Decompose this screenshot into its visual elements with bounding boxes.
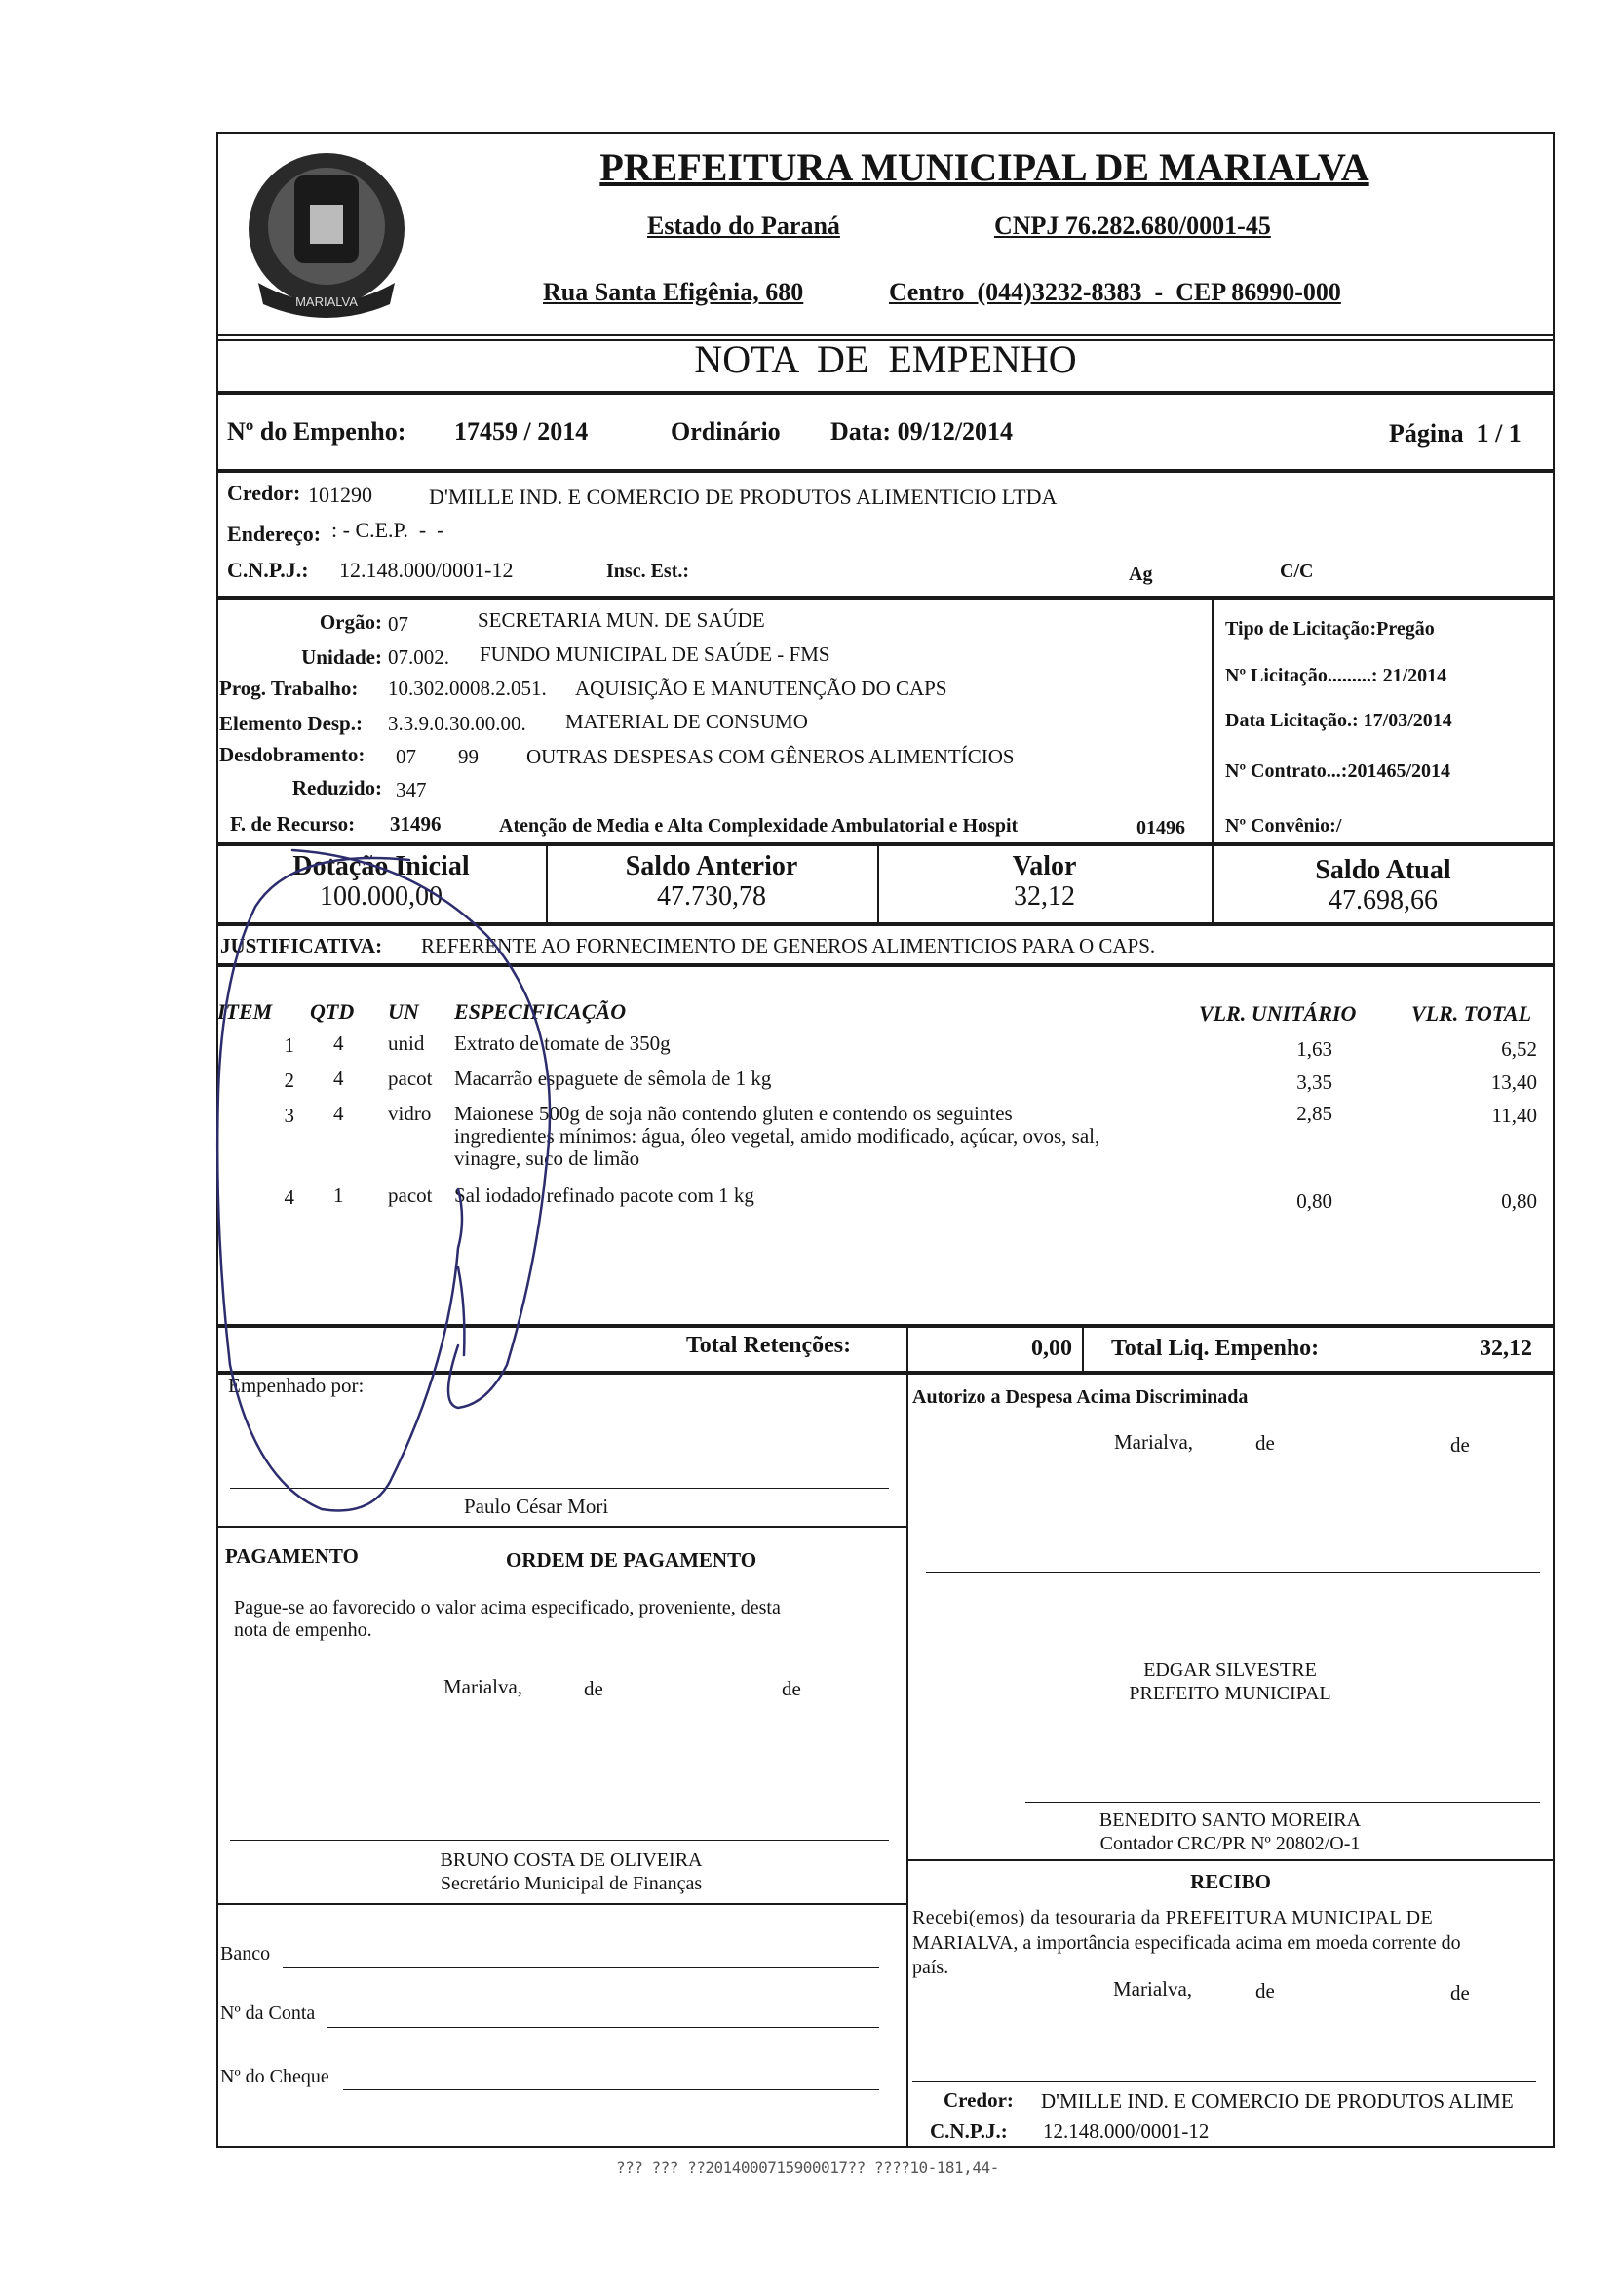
recurso-label: F. de Recurso:	[230, 812, 356, 836]
data-licitacao: Data Licitação.: 17/03/2014	[1225, 710, 1452, 731]
recibo-de-1: de	[1255, 1979, 1275, 2003]
endereco-value: : - C.E.P. - -	[331, 518, 444, 542]
numero-licitacao: Nº Licitação.........: 21/2014	[1225, 665, 1447, 686]
total-liquido-label: Total Liq. Empenho:	[1111, 1336, 1320, 1361]
recibo-de-2: de	[1450, 1981, 1470, 2004]
elemento-code: 3.3.9.0.30.00.00.	[388, 712, 526, 735]
prog-code: 10.302.0008.2.051.	[388, 677, 547, 700]
item-un: unid	[388, 1031, 425, 1055]
district-phone-cep: Centro (044)3232-8383 - CEP 86990-000	[889, 278, 1341, 306]
item-qtd: 1	[333, 1184, 344, 1207]
prog-label: Prog. Trabalho:	[219, 677, 359, 700]
banco-label: Banco	[220, 1943, 271, 1965]
empenhado-por-name: Paulo César Mori	[464, 1495, 609, 1518]
contador-name: BENEDITO SANTO MOREIRA	[1098, 1810, 1362, 1831]
autorizo-de-2: de	[1450, 1433, 1470, 1457]
col-item-header: ITEM	[217, 999, 273, 1024]
autorizo-label: Autorizo a Despesa Acima Discriminada	[912, 1386, 1249, 1408]
item-un: vidro	[388, 1102, 432, 1125]
printed-control-code: ??? ??? ??2014000715900017?? ????10-181,44-	[616, 2159, 999, 2177]
empenho-type: Ordinário	[671, 417, 781, 446]
empenho-date: Data: 09/12/2014	[830, 417, 1014, 446]
insc-est-label: Insc. Est.:	[606, 561, 690, 582]
empenho-number-label: Nº do Empenho:	[227, 417, 406, 446]
item-number: 3	[284, 1104, 294, 1127]
prog-name: AQUISIÇÃO E MANUTENÇÃO DO CAPS	[575, 677, 947, 700]
recibo-text-line-3: país.	[912, 1957, 949, 1978]
footer-cnpj-value: 12.148.000/0001-12	[1043, 2120, 1210, 2143]
item-qtd: 4	[333, 1031, 344, 1055]
total-liquido-value: 32,12	[1480, 1336, 1532, 1361]
footer-credor-label: Credor:	[944, 2088, 1014, 2112]
recibo-place: Marialva,	[1113, 1977, 1193, 2001]
saldo-atual-label: Saldo Atual	[1315, 855, 1451, 885]
item-spec-line-2: ingredientes mínimos: água, óleo vegetal, amido modificado, açúcar, ovos, sal,	[454, 1124, 1100, 1148]
prefeitura-title: PREFEITURA MUNICIPAL DE MARIALVA	[599, 145, 1369, 189]
valor-label: Valor	[1012, 851, 1077, 881]
item-spec: Macarrão espaguete de sêmola de 1 kg	[454, 1067, 772, 1090]
justificativa-text: REFERENTE AO FORNECIMENTO DE GENEROS ALIMENTICIOS PARA O CAPS.	[421, 934, 1156, 957]
elemento-name: MATERIAL DE CONSUMO	[565, 710, 808, 733]
pagamento-place: Marialva,	[443, 1675, 523, 1698]
pagamento-label: PAGAMENTO	[225, 1544, 359, 1568]
empenho-number: 17459 / 2014	[454, 417, 589, 446]
item-number: 1	[284, 1033, 294, 1057]
tipo-licitacao: Tipo de Licitação:Pregão	[1225, 618, 1435, 640]
item-unit-value: 3,35	[1296, 1070, 1332, 1094]
recibo-title: RECIBO	[1190, 1870, 1271, 1893]
total-retencoes-label: Total Retenções:	[686, 1333, 852, 1358]
col-total-header: VLR. TOTAL	[1411, 1001, 1532, 1026]
item-total-value: 0,80	[1501, 1189, 1537, 1213]
item-qtd: 4	[333, 1067, 344, 1090]
ordem-pagamento-title: ORDEM DE PAGAMENTO	[506, 1548, 757, 1572]
desdobramento-code2: 99	[458, 745, 479, 768]
orgao-name: SECRETARIA MUN. DE SAÚDE	[478, 608, 765, 632]
item-unit-value: 0,80	[1296, 1189, 1332, 1213]
saldo-atual-value: 47.698,66	[1329, 885, 1438, 915]
credor-code: 101290	[308, 483, 372, 507]
autorizo-de-1: de	[1255, 1431, 1275, 1455]
dotacao-inicial-label: Dotação Inicial	[292, 851, 470, 881]
desdobramento-code1: 07	[396, 745, 416, 768]
col-un-header: UN	[388, 999, 419, 1024]
item-total-value: 6,52	[1501, 1037, 1537, 1061]
total-retencoes-value: 0,00	[1031, 1336, 1072, 1361]
conta-corrente-label: C/C	[1280, 561, 1314, 582]
footer-cnpj-label: C.N.P.J.:	[930, 2120, 1008, 2143]
address: Rua Santa Efigênia, 680	[543, 278, 804, 306]
elemento-label: Elemento Desp.:	[219, 712, 363, 735]
saldo-anterior-label: Saldo Anterior	[625, 851, 798, 881]
col-spec-header: ESPECIFICAÇÃO	[454, 999, 627, 1024]
cnpj-header: CNPJ 76.282.680/0001-45	[994, 212, 1271, 240]
pagamento-text-line-1: Pague-se ao favorecido o valor acima especificado, proveniente, desta	[234, 1597, 781, 1618]
col-unit-header: VLR. UNITÁRIO	[1199, 1001, 1357, 1026]
endereco-label: Endereço:	[227, 522, 322, 546]
page-indicator: Página 1 / 1	[1389, 419, 1522, 448]
recurso-code: 31496	[390, 812, 442, 836]
desdobramento-name: OUTRAS DESPESAS COM GÊNEROS ALIMENTÍCIOS	[526, 745, 1015, 768]
item-un: pacot	[388, 1067, 433, 1090]
item-total-value: 13,40	[1490, 1070, 1537, 1094]
orgao-code: 07	[388, 612, 408, 636]
pagamento-de-1: de	[584, 1677, 603, 1700]
col-qtd-header: QTD	[310, 999, 355, 1024]
numero-convenio: Nº Convênio:/	[1225, 815, 1342, 837]
item-spec-line-1: Maionese 500g de soja não contendo gluten e contendo os seguintes	[454, 1102, 1013, 1125]
item-unit-value: 2,85	[1296, 1102, 1332, 1125]
cnpj-value: 12.148.000/0001-12	[339, 558, 514, 582]
unidade-code: 07.002.	[388, 645, 449, 669]
item-spec-line-3: vinagre, suco de limão	[454, 1147, 640, 1170]
recibo-text-line-2: MARIALVA, a importância especificada acima em moeda corrente do	[912, 1932, 1461, 1954]
recibo-text-line-1: Recebi(emos) da tesouraria da PREFEITURA MUNICIPAL DE	[912, 1907, 1434, 1928]
credor-label: Credor:	[227, 481, 301, 505]
item-spec: Sal iodado refinado pacote com 1 kg	[454, 1184, 754, 1207]
dotacao-inicial-value: 100.000,00	[320, 881, 443, 912]
unidade-name: FUNDO MUNICIPAL DE SAÚDE - FMS	[480, 642, 830, 666]
seal-lettering: MARIALVA	[295, 294, 358, 309]
item-number: 4	[284, 1186, 294, 1209]
orgao-label: Orgão:	[319, 610, 382, 634]
conta-label: Nº da Conta	[220, 2003, 316, 2024]
reduzido-value: 347	[396, 778, 427, 801]
secretario-role: Secretário Municipal de Finanças	[440, 1873, 703, 1894]
prefeito-role: PREFEITO MUNICIPAL	[1129, 1683, 1331, 1704]
recurso-name: Atenção de Media e Alta Complexidade Ambulatorial e Hospit	[499, 815, 1019, 837]
credor-name: D'MILLE IND. E COMERCIO DE PRODUTOS ALIMENTICIO LTDA	[429, 485, 1058, 509]
empenhado-por-label: Empenhado por:	[228, 1374, 365, 1397]
item-number: 2	[284, 1069, 294, 1092]
pagamento-text-line-2: nota de empenho.	[234, 1619, 372, 1641]
pagamento-de-2: de	[782, 1677, 801, 1700]
agencia-label: Ag	[1129, 564, 1153, 585]
numero-contrato: Nº Contrato...:201465/2014	[1225, 760, 1451, 782]
item-un: pacot	[388, 1184, 433, 1207]
unidade-label: Unidade:	[301, 645, 382, 669]
reduzido-label: Reduzido:	[291, 776, 382, 799]
cheque-label: Nº do Cheque	[220, 2066, 329, 2087]
item-qtd: 4	[333, 1102, 344, 1125]
doc-title: NOTA DE EMPENHO	[694, 337, 1077, 381]
contador-role: Contador CRC/PR Nº 20802/O-1	[1099, 1833, 1361, 1854]
item-total-value: 11,40	[1491, 1104, 1537, 1127]
item-spec: Extrato de tomate de 350g	[454, 1031, 671, 1055]
secretario-name: BRUNO COSTA DE OLIVEIRA	[440, 1849, 703, 1871]
prefeito-name: EDGAR SILVESTRE	[1143, 1659, 1317, 1681]
saldo-anterior-value: 47.730,78	[657, 881, 766, 912]
justificativa-label: JUSTIFICATIVA:	[220, 934, 383, 957]
autorizo-place: Marialva,	[1114, 1430, 1194, 1454]
valor-value: 32,12	[1014, 881, 1075, 912]
desdobramento-label: Desdobramento:	[219, 743, 366, 766]
cnpj-label: C.N.P.J.:	[227, 558, 309, 582]
item-unit-value: 1,63	[1296, 1037, 1332, 1061]
footer-credor-name: D'MILLE IND. E COMERCIO DE PRODUTOS ALIME	[1041, 2089, 1514, 2113]
state-name: Estado do Paraná	[647, 212, 840, 240]
recurso-code2: 01496	[1136, 817, 1185, 838]
